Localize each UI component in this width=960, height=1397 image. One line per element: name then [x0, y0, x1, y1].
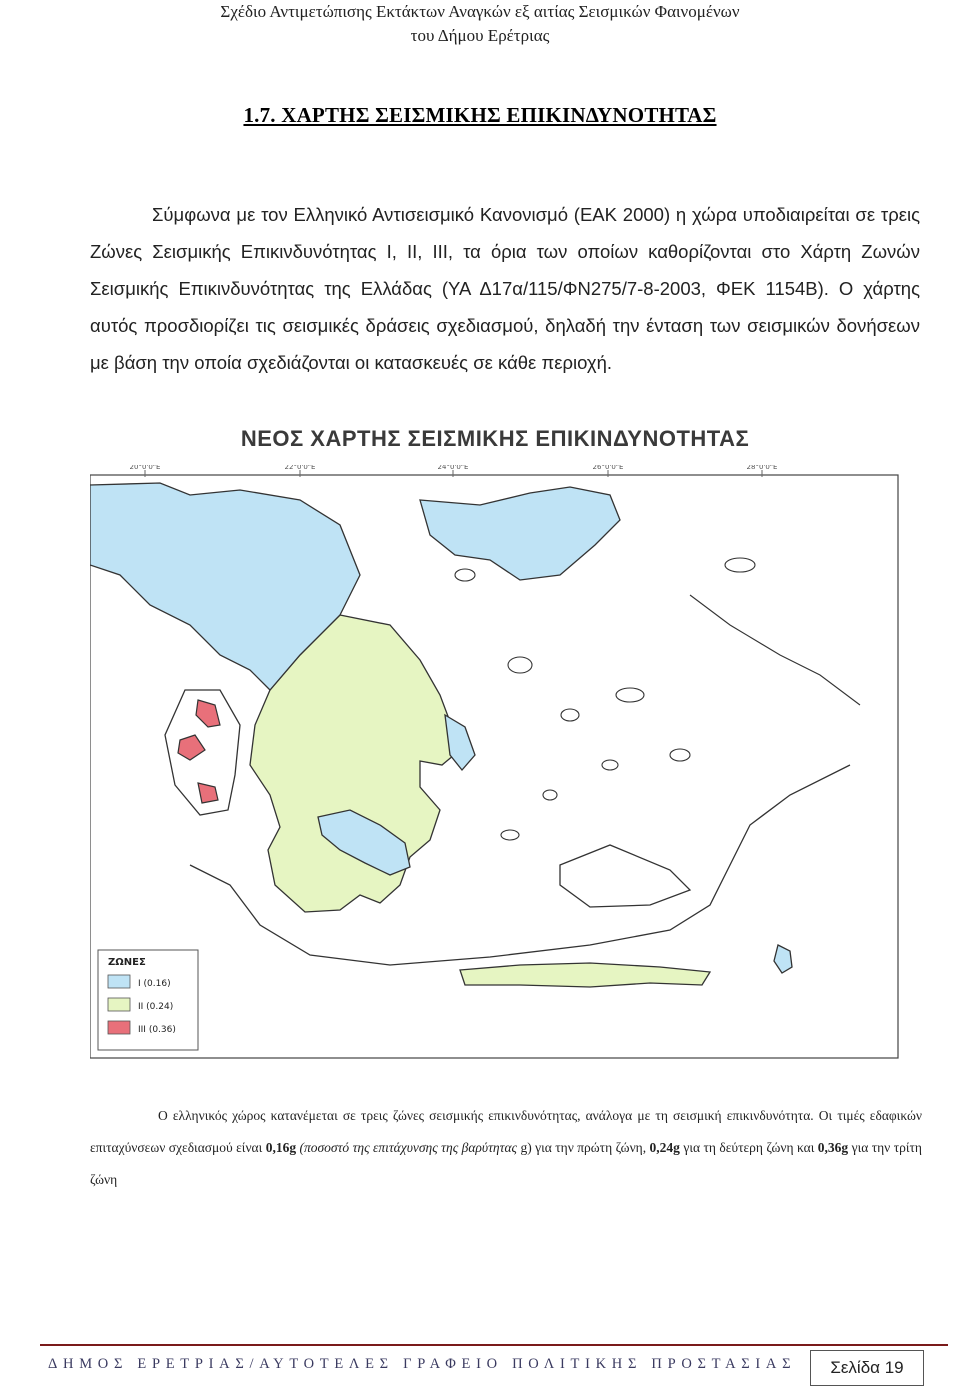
- legend-label: III (0.36): [138, 1025, 176, 1035]
- longitude-label: 28°0'0"E: [746, 465, 778, 471]
- page-number: Σελίδα 19: [810, 1350, 924, 1386]
- map-title: ΝΕΟΣ ΧΑΡΤΗΣ ΣΕΙΣΜΙΚΗΣ ΕΠΙΚΙΝΔΥΝΟΤΗΤΑΣ: [240, 426, 750, 451]
- longitude-label: 22°0'0"E: [284, 465, 316, 471]
- section-heading: 1.7. ΧΑΡΤΗΣ ΣΕΙΣΜΙΚΗΣ ΕΠΙΚΙΝΔΥΝΟΤΗΤΑΣ: [243, 103, 717, 127]
- caption-note: (ποσοστό της επιτάχυνσης της βαρύτητας: [299, 1140, 518, 1155]
- map-legend: [98, 950, 198, 1050]
- footer-text: ΔΗΜΟΣ ΕΡΕΤΡΙΑΣ/ΑΥΤΟΤΕΛΕΣ ΓΡΑΦΕΙΟ ΠΟΛΙΤΙΚΗΣ ΠΡΟΣΤΑΣΙΑΣ: [48, 1356, 797, 1372]
- longitude-label: 20°0'0"E: [129, 465, 161, 471]
- caption-part-3: για τη δεύτερη ζώνη και: [679, 1140, 818, 1155]
- legend-swatch: [108, 1021, 130, 1034]
- longitude-label: 26°0'0"E: [592, 465, 624, 471]
- caption-part-4: για την τρίτη ζώνη: [90, 1140, 922, 1187]
- legend-swatch: [108, 998, 130, 1011]
- legend-label: I (0.16): [138, 979, 171, 989]
- footer-divider: [40, 1344, 948, 1346]
- section-paragraph: [90, 196, 920, 381]
- legend-label: II (0.24): [138, 1002, 174, 1012]
- legend-title: ΖΩΝΕΣ: [108, 957, 146, 968]
- document-header: [0, 0, 960, 48]
- header-line-1: Σχέδιο Αντιμετώπισης Εκτάκτων Αναγκών εξ αιτίας Σεισμικών Φαινομένων: [220, 2, 740, 21]
- caption-part-1: Ο ελληνικός χώρος κατανέμεται σε τρεις ζώνες σεισμικής επικινδυνότητας, ανάλογα με τη σεισμική επικινδυνότητα. Οι τιμές εδαφικών επιταχύνσεων σχεδιασμού είναι: [90, 1108, 922, 1155]
- caption-value-2: 0,24g: [649, 1140, 680, 1155]
- legend-swatch: [108, 975, 130, 988]
- longitude-label: 24°0'0"E: [437, 465, 469, 471]
- header-line-2: του Δήμου Ερέτριας: [410, 26, 550, 45]
- map-caption: [90, 1100, 922, 1196]
- seismic-map: [90, 465, 900, 1060]
- caption-value-1: 0,16g: [265, 1140, 297, 1155]
- paragraph-text: Σύμφωνα με τον Ελληνικό Αντισεισμικό Κανονισμό (ΕΑΚ 2000) η χώρα υποδιαιρείται σε τρεις Ζώνες Σεισμικής Επικινδυνότητας Ι, ΙΙ, ΙΙΙ, τα όρια των οποίων καθορίζονται στο Χάρτη Ζωνών Σεισμικής Επικινδυνότητας της Ελλάδας (ΥΑ Δ17α/115/ΦΝ275/7-8-2003, ΦΕΚ 1154Β). Ο χάρτης αυτός προσδιορίζει τις σεισμικές δράσεις σχεδιασμού, δηλαδή την ένταση των σεισμικών δονήσεων με βάση την οποία σχεδιάζονται οι κατασκευές σε κάθε περιοχή.: [90, 204, 920, 373]
- caption-value-3: 0,36g: [817, 1140, 849, 1155]
- caption-part-2: g) για την πρώτη ζώνη,: [517, 1140, 650, 1155]
- seismic-map-svg: [90, 465, 900, 1060]
